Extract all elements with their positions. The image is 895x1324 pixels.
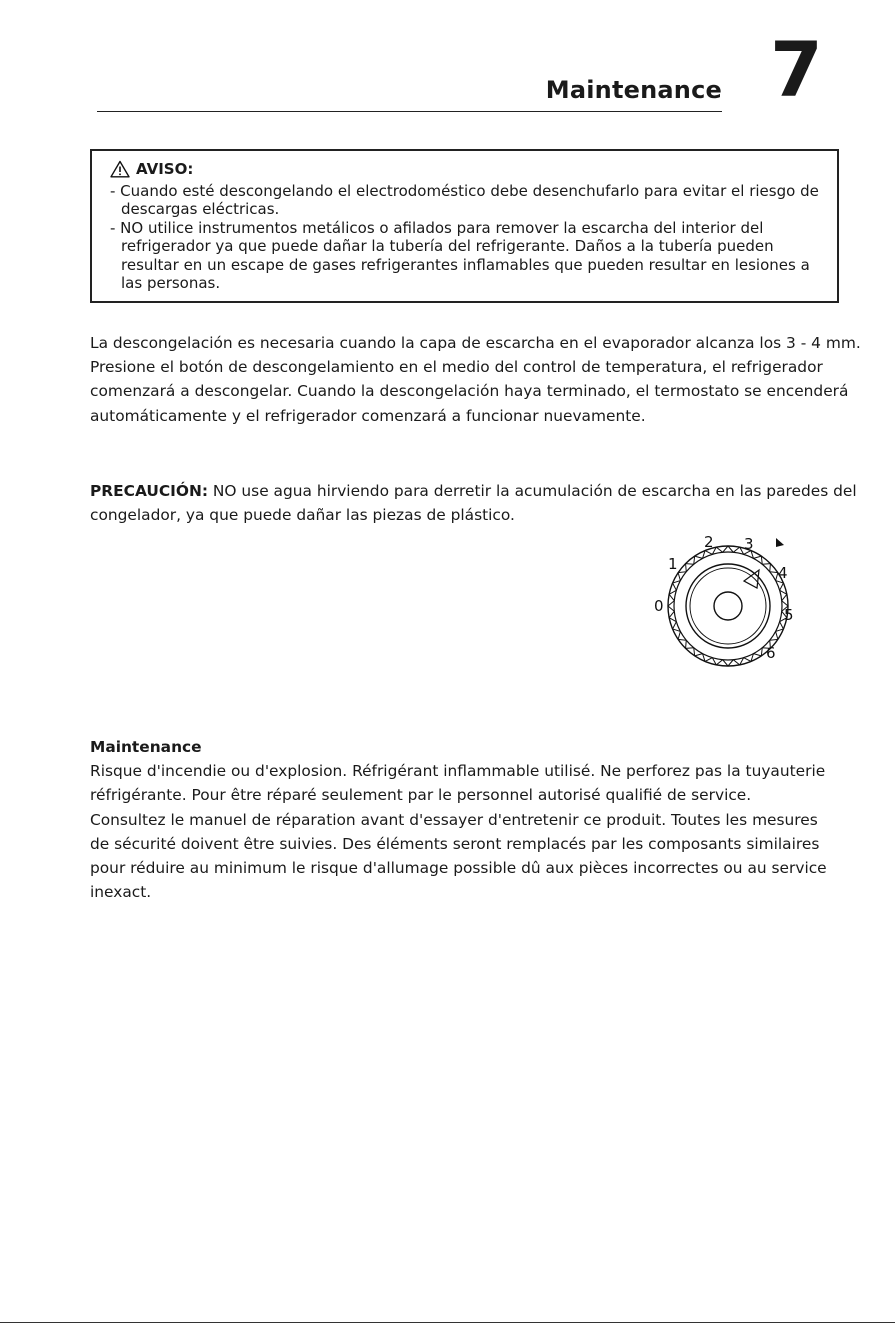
bottom-rule [0, 1322, 895, 1323]
header-rule [97, 111, 722, 112]
dial-label-2: 2 [704, 533, 714, 551]
caution-paragraph [90, 479, 862, 527]
warning-item: - NO utilice instrumentos metálicos o afilados para remover la escarcha del interior del refrigerador ya que puede dañar la tubería del refrigerante. Daños a la tubería pueden resultar en un escape de gases refrigerantes inflamables que pueden resultar en lesiones a las personas. [110, 218, 810, 292]
warning-box [90, 149, 839, 303]
defrost-arrow-icon [776, 538, 784, 547]
dial-label-5: 5 [784, 606, 794, 624]
defrost-paragraph: La descongelación es necesaria cuando la capa de escarcha en el evaporador alcanza los 3 - 4 mm. Presione el botón de descongelamiento en el medio del control de temperatura, el refrigerador comenzará a descongelar. Cuando la descongelación haya terminado, el termostato se encenderá automáticamente y el refrigerador comenzará a funcionar nuevamente. [90, 334, 861, 425]
warning-heading [110, 160, 829, 179]
temperature-dial-illustration [648, 530, 800, 680]
warning-triangle-icon [110, 160, 130, 178]
warning-heading-text: AVISO: [136, 160, 194, 178]
maintenance-text: Risque d'incendie ou d'explosion. Réfrigérant inflammable utilisé. Ne perforez pas la tuyauterie réfrigérante. Pour être réparé seulement par le personnel autorisé qualifié de service. Consultez le manuel de réparation avant d'essayer d'entretenir ce produit. Toutes les mesures de sécurité doivent être suivies. Des éléments seront remplacés par les composants similaires pour réduire au minimum le risque d'allumage possible dû aux pièces incorrectes ou au service inexact. [90, 762, 827, 902]
caution-label: PRECAUCIÓN: [90, 482, 209, 500]
dial-label-0: 0 [654, 597, 664, 615]
dial-label-4: 4 [778, 564, 788, 582]
dial-label-1: 1 [668, 555, 678, 573]
maintenance-heading: Maintenance [90, 738, 202, 756]
maintenance-section [90, 735, 830, 904]
dial-label-3: 3 [744, 535, 754, 553]
dial-label-6: 6 [766, 644, 776, 662]
page-number: 7 [770, 25, 823, 114]
caution-text: NO use agua hirviendo para derretir la acumulación de escarcha en las paredes del congelador, ya que puede dañar las piezas de plástico. [90, 482, 857, 525]
section-title: Maintenance [545, 76, 722, 104]
warning-item: - Cuando esté descongelando el electrodoméstico debe desenchufarlo para evitar el riesgo de descargas eléctricas. [110, 181, 819, 218]
